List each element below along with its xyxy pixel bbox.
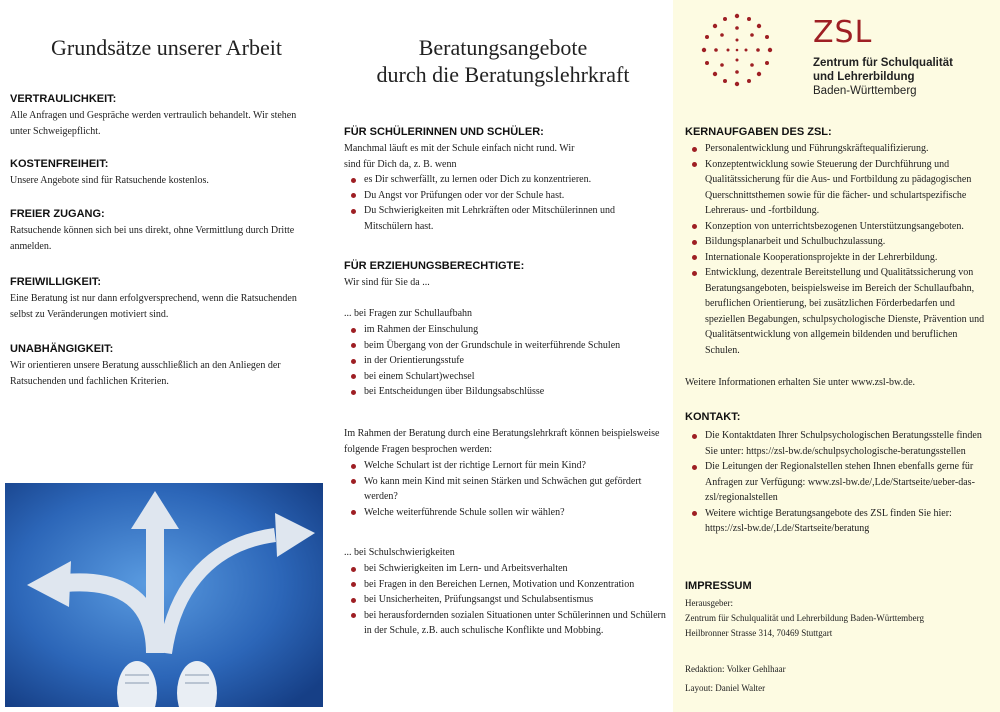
logo-line2: und Lehrerbildung — [813, 71, 915, 83]
list-item: bei herausfordernden sozialen Situationen unter Schülerinnen und Schülern in der Schule, z.B. auch schulische Konflikte und Mobbing. — [344, 608, 666, 639]
heading-students: FÜR SCHÜLERINNEN UND SCHÜLER: — [344, 126, 544, 138]
zsl-dots-logo-icon — [697, 10, 777, 90]
road-arrows-photo — [5, 483, 323, 707]
heading-core-tasks: KERNAUFGABEN DES ZSL: — [685, 126, 832, 138]
logo-line3: Baden-Württemberg — [813, 85, 917, 97]
principles-title: Grundsätze unserer Arbeit — [51, 35, 282, 60]
heading-free-access: FREIER ZUGANG: — [10, 208, 105, 220]
list-item: Die Leitungen der Regionalstellen stehen Ihnen ebenfalls gerne für Anfragen zur Verfügung: www.zsl-bw.de/,Lde/Startseite/ueber-das-zsl/regionalstellen — [685, 459, 988, 506]
list-item: beim Übergang von der Grundschule in weiterführende Schulen — [344, 338, 664, 354]
list-item: Personalentwicklung und Führungskräftequalifizierung. — [685, 141, 988, 157]
contact-list — [685, 428, 988, 537]
heading-imprint: IMPRESSUM — [685, 580, 752, 592]
list-item: Die Kontaktdaten Ihrer Schulpsychologischen Beratungsstelle finden Sie unter: https://zsl-bw.de/schulpsychologische-beratungsstellen — [685, 428, 988, 459]
list-item: bei einem Schulart)wechsel — [344, 369, 664, 385]
parents-sub-school-difficulties: ... bei Schulschwierigkeiten — [344, 547, 455, 558]
heading-voluntariness: FREIWILLIGKEIT: — [10, 276, 102, 288]
list-item: Entwicklung, dezentrale Bereitstellung und Qualitätssicherung von Beratungsangeboten, beispielsweise im Bereich der Schullaufbahn, beruflichen Orientierung, bei zusätzlichen Förderbedarfen und speziellen Begabungen, schulpsychologische Dienste, Prävention und Qualitätsentwicklung von allgemein bildenden und beruflichen Schulen. — [685, 265, 988, 358]
list-item: Welche weiterführende Schule sollen wir wählen? — [344, 505, 666, 521]
list-item: bei Entscheidungen über Bildungsabschlüsse — [344, 384, 664, 400]
heading-contact: KONTAKT: — [685, 411, 741, 423]
students-intro: Manchmal läuft es mit der Schule einfach nicht rund. Wir sind für Dich da, z. B. wenn — [344, 143, 575, 170]
core-tasks-list — [685, 141, 988, 358]
list-item: es Dir schwerfällt, zu lernen oder Dich zu konzentrieren. — [344, 172, 644, 188]
principles-column — [0, 0, 333, 712]
list-item: Welche Schulart ist der richtige Lernort für mein Kind? — [344, 458, 666, 474]
text-voluntariness: Eine Beratung ist nur dann erfolgversprechend, wenn die Ratsuchenden selbst zu Veränderungen motiviert sind. — [10, 293, 297, 320]
list-item: Bildungsplanarbeit und Schulbuchzulassung. — [685, 234, 988, 250]
text-independence: Wir orientieren unsere Beratung ausschließlich an den Anliegen der Ratsuchenden und fachlichen Kriterien. — [10, 360, 281, 387]
imprint-address: Heilbronner Strasse 314, 70469 Stuttgart — [685, 628, 833, 638]
parents-intro: Wir sind für Sie da ... — [344, 277, 430, 288]
text-confidentiality: Alle Anfragen und Gespräche werden vertraulich behandelt. Wir stehen unter Schweigepflicht. — [10, 110, 297, 137]
zsl-logo-text: ZSL — [813, 15, 873, 50]
list-item: im Rahmen der Einschulung — [344, 322, 664, 338]
list-item: Weitere wichtige Beratungsangebote des ZSL finden Sie hier: https://zsl-bw.de/,Lde/Startseite/beratung — [685, 506, 988, 537]
list-item: in der Orientierungsstufe — [344, 353, 664, 369]
text-free-of-charge: Unsere Angebote sind für Ratsuchende kostenlos. — [10, 175, 209, 186]
offers-title-line2: durch die Beratungslehrkraft — [376, 62, 630, 87]
heading-independence: UNABHÄNGIGKEIT: — [10, 343, 114, 355]
questions-list — [344, 458, 666, 520]
logo-line1: Zentrum für Schulqualität — [813, 57, 953, 69]
list-item: Konzeption von unterrichtsbezogenen Unterstützungsangeboten. — [685, 219, 988, 235]
text-free-access: Ratsuchende können sich bei uns direkt, ohne Vermittlung durch Dritte anmelden. — [10, 225, 295, 252]
heading-confidentiality: VERTRAULICHKEIT: — [10, 93, 117, 105]
imprint-publisher-label: Herausgeber: — [685, 598, 733, 608]
offers-column — [333, 0, 673, 712]
list-item: bei Schwierigkeiten im Lern- und Arbeitsverhalten — [344, 561, 666, 577]
questions-intro: Im Rahmen der Beratung durch eine Beratungslehrkraft können beispielsweise folgende Fragen besprochen werden: — [344, 428, 660, 455]
road-arrows-illustration — [5, 483, 323, 707]
list-item: Internationale Kooperationsprojekte in der Lehrerbildung. — [685, 250, 988, 266]
list-item: Wo kann mein Kind mit seinen Stärken und Schwächen gut gefördert werden? — [344, 474, 666, 505]
school-career-list — [344, 322, 664, 400]
list-item: Du Schwierigkeiten mit Lehrkräften oder Mitschülerinnen und Mitschülern hast. — [344, 203, 644, 234]
more-info-text: Weitere Informationen erhalten Sie unter www.zsl-bw.de. — [685, 377, 916, 388]
offers-title — [333, 34, 673, 88]
list-item: Du Angst vor Prüfungen oder vor der Schule hast. — [344, 188, 644, 204]
offers-title-line1: Beratungsangebote — [418, 35, 588, 60]
school-difficulties-list — [344, 561, 666, 639]
list-item: bei Unsicherheiten, Prüfungsangst und Schulabsentismus — [344, 592, 666, 608]
parents-sub-school-career: ... bei Fragen zur Schullaufbahn — [344, 308, 473, 319]
imprint-publisher: Zentrum für Schulqualität und Lehrerbildung Baden-Württemberg — [685, 613, 925, 623]
heading-free-of-charge: KOSTENFREIHEIT: — [10, 158, 109, 170]
imprint-layout: Layout: Daniel Walter — [685, 683, 766, 693]
imprint-editor: Redaktion: Volker Gehlhaar — [685, 664, 786, 674]
list-item: Konzeptentwicklung sowie Steuerung der Durchführung und Qualitätssicherung für die Aus- und Fortbildung zu pädagogischen Querschnittsthemen sowie für die fächer- und schulartspezifische Lehreraus- und -fortbildung. — [685, 157, 988, 219]
zsl-column — [673, 0, 1000, 712]
list-item: bei Fragen in den Bereichen Lernen, Motivation und Konzentration — [344, 577, 666, 593]
students-list — [344, 172, 644, 234]
zsl-logo-subtitle — [813, 56, 953, 98]
heading-parents: FÜR ERZIEHUNGSBERECHTIGTE: — [344, 260, 525, 272]
